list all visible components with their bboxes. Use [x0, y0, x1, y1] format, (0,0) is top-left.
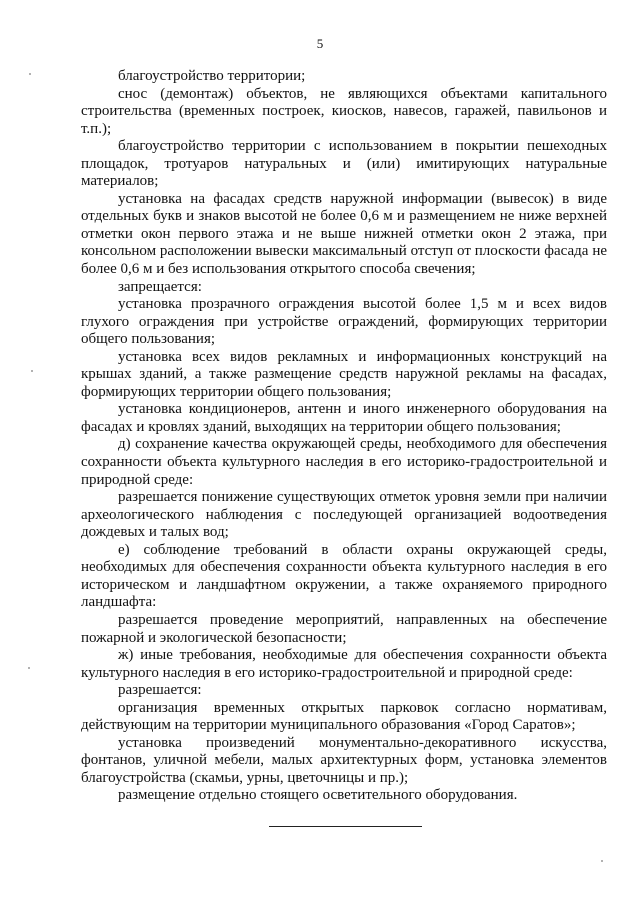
scan-speck — [29, 73, 31, 75]
paragraph: д) сохранение качества окружающей среды, необходимого для обеспечения сохранности объекта культурного наследия в его историко-градостроительной и природной среде: — [81, 436, 607, 488]
paragraph: установка на фасадах средств наружной информации (вывесок) в виде отдельных букв и знаков высотой не более 0,6 м и размещением не ниже верхней отметки окон первого этажа и не выше нижней отметки окон 2 этажа, при консольном расположении вывески максимальный отступ от плоскости фасада не более 0,6 м и без использования открытого способа свечения; — [81, 190, 607, 278]
paragraph: установка произведений монументально-декоративного искусства, фонтанов, уличной мебели, малых архитектурных форм, установка элементов благоустройства (скамьи, урны, цветочницы и пр.); — [81, 734, 607, 786]
paragraph: снос (демонтаж) объектов, не являющихся объектами капитального строительства (временных построек, киосков, навесов, гаражей, павильонов и т.п.); — [81, 85, 607, 137]
paragraph: запрещается: — [118, 278, 202, 295]
paragraph: установка прозрачного ограждения высотой более 1,5 м и всех видов глухого ограждения при устройстве ограждений, формирующих территории общего пользования; — [81, 296, 607, 348]
scan-speck — [31, 370, 33, 372]
paragraph: установка кондиционеров, антенн и иного инженерного оборудования на фасадах и кровлях зданий, выходящих на территории общего пользования; — [81, 401, 607, 435]
paragraph: разрешается понижение существующих отметок уровня земли при наличии археологического наблюдения с последующей организацией водоотведения дождевых и талых вод; — [81, 489, 607, 541]
paragraph: размещение отдельно стоящего осветительного оборудования. — [118, 787, 518, 804]
paragraph: е) соблюдение требований в области охраны окружающей среды, необходимых для обеспечения сохранности объекта культурного наследия в его историческом и ландшафтном окружении, а также охраняемого природного ландшафта: — [81, 541, 607, 611]
paragraph: ж) иные требования, необходимые для обеспечения сохранности объекта культурного наследия в его историко-градостроительной и природной среде: — [81, 647, 607, 681]
paragraph: разрешается: — [118, 682, 202, 699]
scan-speck — [601, 860, 603, 862]
paragraph: установка всех видов рекламных и информационных конструкций на крышах зданий, а также размещение средств наружной рекламы на фасадах, формирующих территории общего пользования; — [81, 348, 607, 400]
paragraph: благоустройство территории с использованием в покрытии пешеходных площадок, тротуаров натуральных и (или) имитирующих натуральные материалов; — [81, 138, 607, 190]
scan-speck — [28, 667, 30, 669]
closing-divider — [269, 826, 422, 827]
document-body — [81, 68, 607, 805]
paragraph: благоустройство территории; — [118, 68, 306, 84]
page-number: 5 — [316, 36, 324, 51]
paragraph: разрешается проведение мероприятий, направленных на обеспечение пожарной и экологической безопасности; — [81, 611, 607, 646]
paragraph: организация временных открытых парковок согласно нормативам, действующим на территории муниципального образования «Город Саратов»; — [81, 699, 607, 734]
